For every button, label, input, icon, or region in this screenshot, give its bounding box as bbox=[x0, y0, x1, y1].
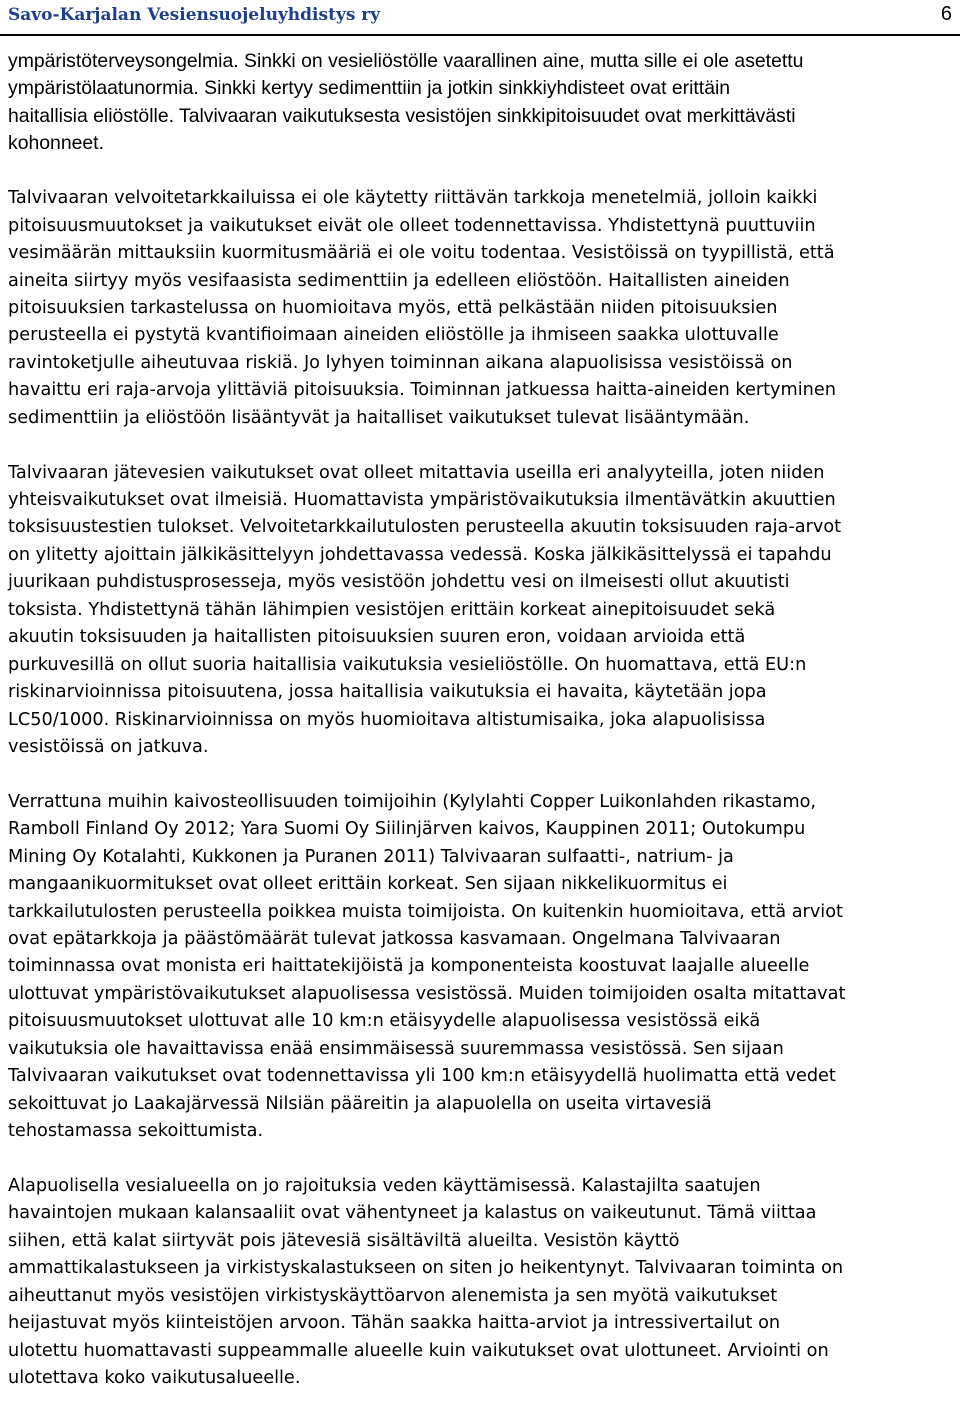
paragraph-line: Mining Oy Kotalahti, Kukkonen ja Puranen 2011) Talvivaaran sulfaatti-, natrium- ja bbox=[8, 846, 734, 867]
paragraph-line: ravintoketjulle aiheutuvaa riskiä. Jo lyhyen toiminnan aikana alapuolisissa vesistöissä on bbox=[8, 352, 793, 373]
paragraph-line: ympäristöterveysongelmia. Sinkki on vesieliöstölle vaarallinen aine, mutta sille ei ole asetettu bbox=[8, 50, 804, 72]
paragraph-line: ammattikalastukseen ja virkistyskalastukseen on siten jo heikentynyt. Talvivaaran toiminta on bbox=[8, 1258, 844, 1279]
paragraph-line: Verrattuna muihin kaivosteollisuuden toimijoihin (Kylylahti Copper Luikonlahden rikastamo, bbox=[8, 791, 817, 812]
paragraph-line: vesistöissä on jatkuva. bbox=[8, 736, 209, 757]
paragraph-line: Alapuolisella vesialueella on jo rajoituksia veden käyttämisessä. Kalastajilta saatujen bbox=[8, 1175, 761, 1196]
paragraph-line: kohonneet. bbox=[8, 132, 104, 155]
paragraph-line: ovat epätarkkoja ja päästömäärät tulevat jatkossa kasvamaan. Ongelmana Talvivaaran bbox=[8, 929, 781, 949]
paragraph-line: aiheuttanut myös vesistöjen virkistyskäyttöarvon alenemista ja sen myötä vaikutukset bbox=[8, 1285, 778, 1306]
paragraph-line: sedimenttiin ja eliöstöön lisääntyvät ja haitalliset vaikutukset tulevat lisääntymään. bbox=[8, 407, 750, 428]
paragraph-line: akuutin toksisuuden ja haitallisten pitoisuuksien suuren eron, voidaan arvioida että bbox=[8, 627, 746, 648]
organization-name: Savo-Karjalan Vesiensuojeluyhdistys ry bbox=[8, 5, 381, 25]
paragraph-line: heijastuvat myös kiinteistöjen arvoon. Tähän saakka haitta-arviot ja intressivertailut on bbox=[8, 1313, 781, 1334]
paragraph-line: Talvivaaran vaikutukset ovat todennettavissa yli 100 km:n etäisyydellä huolimatta että vedet bbox=[8, 1066, 836, 1087]
paragraph-line: tehostamassa sekoittumista. bbox=[8, 1121, 264, 1142]
paragraph-spacer bbox=[8, 432, 958, 459]
paragraph-line: toiminnassa ovat monista eri haittatekijöistä ja komponenteista koostuvat laajalle alueelle bbox=[8, 956, 810, 977]
paragraph-3 bbox=[8, 460, 958, 762]
paragraph-1 bbox=[8, 48, 958, 158]
paragraph-line: riskinarvioinnissa pitoisuutena, jossa haitallisia vaikutuksia ei havaita, käytetään jopa bbox=[8, 682, 767, 703]
body-text bbox=[8, 48, 958, 1392]
paragraph-line: pitoisuusmuutokset ulottuvat alle 10 km:n etäisyydelle alapuolisessa vesistössä eikä bbox=[8, 1011, 761, 1032]
paragraph-2 bbox=[8, 185, 958, 432]
paragraph-line: vaikutuksia ole havaittavissa enää ensimmäisessä suuremmassa vesistössä. Sen sijaan bbox=[8, 1038, 784, 1059]
paragraph-line: pitoisuusmuutokset ja vaikutukset eivät ole olleet todennettavissa. Yhdistettynä puuttuviin bbox=[8, 215, 816, 236]
paragraph-line: sekoittuvat jo Laakajärvessä Nilsiän pääreitin ja alapuolella on useita virtavesiä bbox=[8, 1093, 712, 1114]
paragraph-line: siihen, että kalat siirtyvät pois jätevesiä sisältäviltä alueilta. Vesistön käyttö bbox=[8, 1230, 680, 1251]
page-header bbox=[0, 0, 960, 36]
paragraph-line: Talvivaaran velvoitetarkkailuissa ei ole käytetty riittävän tarkkoja menetelmiä, jolloin kaikki bbox=[8, 188, 818, 209]
paragraph-spacer bbox=[8, 761, 958, 788]
paragraph-line: toksista. Yhdistettynä tähän lähimpien vesistöjen erittäin korkeat ainepitoisuudet sekä bbox=[8, 599, 776, 620]
paragraph-line: aineita siirtyy myös vesifaasista sedimenttiin ja edelleen eliöstöön. Haitallisten aineiden bbox=[8, 270, 790, 291]
paragraph-spacer bbox=[8, 158, 958, 185]
paragraph-line: vesimäärän mittauksiin kuormitusmääriä ei ole voitu todentaa. Vesistöissä on tyypillistä, että bbox=[8, 243, 835, 264]
paragraph-line: ulotettu huomattavasti suppeammalle alueelle kuin vaikutukset ovat ulottuneet. Arviointi on bbox=[8, 1340, 829, 1361]
paragraph-line: on ylitetty ajoittain jälkikäsittelyyn johdettavassa vedessä. Koska jälkikäsittelyssä ei tapahdu bbox=[8, 544, 832, 565]
paragraph-4 bbox=[8, 789, 958, 1146]
paragraph-line: ulottuvat ympäristövaikutukset alapuolisessa vesistössä. Muiden toimijoiden osalta mitattavat bbox=[8, 983, 846, 1004]
paragraph-line: havaittu eri raja-arvoja ylittäviä pitoisuuksia. Toiminnan jatkuessa haitta-aineiden kertyminen bbox=[8, 380, 836, 401]
paragraph-line: LC50/1000. Riskinarvioinnissa on myös huomioitava altistumisaika, joka alapuolisissa bbox=[8, 709, 766, 730]
paragraph-line: purkuvesillä on ollut suoria haitallisia vaikutuksia vesieliöstölle. On huomattava, että EU:n bbox=[8, 654, 807, 675]
paragraph-line: ulotettava koko vaikutusalueelle. bbox=[8, 1368, 301, 1388]
paragraph-line: havaintojen mukaan kalansaaliit ovat vähentyneet ja kalastus on vaikeutunut. Tämä viittaa bbox=[8, 1203, 817, 1224]
paragraph-line: toksisuustestien tulokset. Velvoitetarkkailutulosten perusteella akuutin toksisuuden raja-arvot bbox=[8, 517, 842, 538]
paragraph-line: Talvivaaran jätevesien vaikutukset ovat olleet mitattavia useilla eri analyyteilla, joten niiden bbox=[8, 462, 825, 483]
paragraph-line: mangaanikuormitukset ovat olleet erittäin korkeat. Sen sijaan nikkelikuormitus ei bbox=[8, 874, 728, 895]
paragraph-line: tarkkailutulosten perusteella poikkea muista toimijoista. On kuitenkin huomioitava, että arviot bbox=[8, 901, 843, 922]
paragraph-line: haitallisia eliöstölle. Talvivaaran vaikutuksesta vesistöjen sinkkipitoisuudet ovat merkittävästi bbox=[8, 104, 796, 127]
paragraph-line: yhteisvaikutukset ovat ilmeisiä. Huomattavista ympäristövaikutuksia ilmentävätkin akuuttien bbox=[8, 490, 836, 510]
paragraph-spacer bbox=[8, 1146, 958, 1173]
paragraph-line: juurikaan puhdistusprosesseja, myös vesistöön johdettu vesi on ilmeisesti ollut akuutisti bbox=[8, 572, 790, 593]
paragraph-line: perusteella ei pystytä kvantifioimaan aineiden eliöstölle ja ihmiseen saakka ulottuvalle bbox=[8, 325, 779, 346]
page-number: 6 bbox=[940, 3, 952, 25]
paragraph-line: pitoisuuksien tarkastelussa on huomioitava myös, että pelkästään niiden pitoisuuksien bbox=[8, 297, 778, 318]
paragraph-5 bbox=[8, 1173, 958, 1393]
paragraph-line: ympäristölaatunormia. Sinkki kertyy sedimenttiin ja jotkin sinkkiyhdisteet ovat erittäin bbox=[8, 77, 731, 100]
paragraph-line: Ramboll Finland Oy 2012; Yara Suomi Oy Siilinjärven kaivos, Kauppinen 2011; Outokumpu bbox=[8, 819, 806, 840]
